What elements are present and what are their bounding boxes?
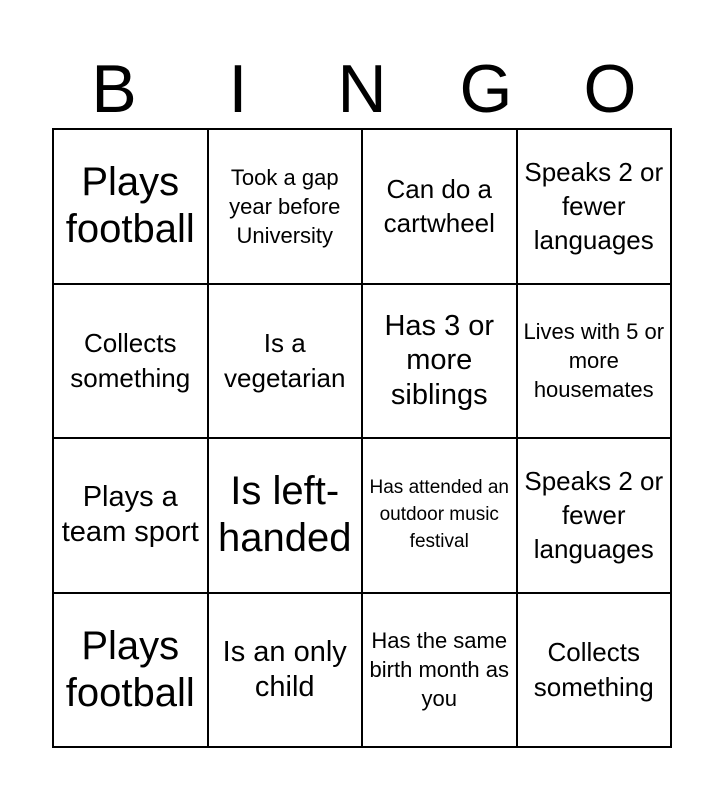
bingo-cell[interactable] <box>518 130 673 285</box>
bingo-cell[interactable] <box>209 130 364 285</box>
bingo-cell[interactable] <box>54 439 209 594</box>
bingo-header <box>52 50 672 128</box>
bingo-cell[interactable] <box>209 594 364 749</box>
bingo-cell-text: Is an only child <box>222 635 347 703</box>
header-letter-o: O <box>583 51 637 127</box>
bingo-cell-text: Is a vegetarian <box>224 328 346 393</box>
bingo-cell[interactable] <box>54 594 209 749</box>
bingo-cell[interactable] <box>363 130 518 285</box>
bingo-cell-text: Has the same birth month as you <box>369 628 509 712</box>
bingo-cell-text: Plays football <box>65 623 195 715</box>
bingo-cell-text: Took a gap year before University <box>229 164 341 248</box>
bingo-cell[interactable] <box>209 439 364 594</box>
bingo-cell-text: Plays a team sport <box>61 481 199 549</box>
bingo-cell-text: Can do a cartwheel <box>383 173 495 239</box>
bingo-cell-text: Has attended an outdoor music festival <box>369 477 509 552</box>
bingo-cell[interactable] <box>54 285 209 440</box>
bingo-cell[interactable] <box>518 439 673 594</box>
bingo-cell-text: Is left-handed <box>218 469 352 561</box>
header-letter-i: I <box>228 51 248 127</box>
bingo-cell-text: Speaks 2 or fewer languages <box>524 465 664 565</box>
bingo-cell[interactable] <box>363 285 518 440</box>
bingo-cell[interactable] <box>518 594 673 749</box>
bingo-cell-text: Plays football <box>65 160 195 252</box>
header-letter-b: B <box>91 51 137 127</box>
bingo-cell[interactable] <box>363 594 518 749</box>
bingo-cell[interactable] <box>363 439 518 594</box>
bingo-cell-text: Has 3 or more siblings <box>384 309 495 412</box>
bingo-cell-text: Speaks 2 or fewer languages <box>524 156 664 256</box>
bingo-cell[interactable] <box>209 285 364 440</box>
header-letter-g: G <box>459 51 513 127</box>
bingo-grid <box>52 128 672 748</box>
bingo-cell-text: Lives with 5 or more housemates <box>523 319 665 403</box>
bingo-cell[interactable] <box>518 285 673 440</box>
header-letter-n: N <box>337 51 387 127</box>
bingo-cell[interactable] <box>54 130 209 285</box>
bingo-cell-text: Collects something <box>533 637 654 702</box>
bingo-cell-text: Collects something <box>70 328 191 393</box>
